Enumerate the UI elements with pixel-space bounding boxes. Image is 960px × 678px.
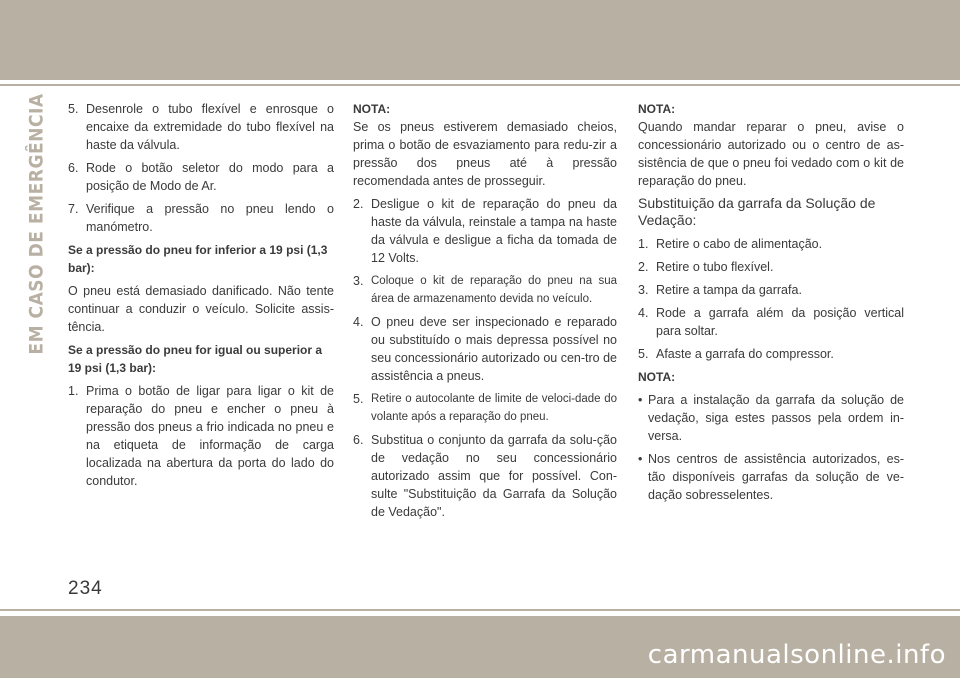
header-band (0, 0, 960, 80)
item-text: Retire a tampa da garrafa. (656, 283, 802, 297)
section-tab (22, 93, 52, 355)
condition-heading: Se a pressão do pneu for inferior a 19 psi (1,3 bar): (68, 243, 328, 275)
item-number: 2. (638, 260, 649, 274)
note (353, 100, 617, 190)
note-label: NOTA: (638, 370, 676, 384)
watermark: carmanualsonline.info (647, 640, 946, 670)
item-number: 1. (638, 237, 649, 251)
list-item (638, 258, 904, 276)
bullet-item (638, 391, 904, 445)
item-text: Rode o botão seletor do modo para a posição de Modo de Ar. (86, 161, 334, 193)
note-text: Se os pneus estiverem demasiado cheios, prima o botão de esvaziamento para redu-zir a pressão dos pneus até à pressão recomendada antes de prosseguir. (353, 120, 617, 188)
list-item (353, 390, 617, 426)
item-text: Substitua o conjunto da garrafa da solu-ção de vedação no seu concessionário autorizado assim que for possível. Con-sulte "Substituição da Garrafa da Solução de Vedação". (371, 433, 617, 519)
list-item (68, 100, 334, 154)
list-item (638, 235, 904, 253)
item-text: Rode a garrafa além da posição vertical para soltar. (656, 306, 904, 338)
list-item (353, 313, 617, 385)
bullet-text: Nos centros de assistência autorizados, es-tão disponíveis garrafas da solução de ve-dação sobresselentes. (648, 452, 904, 502)
item-text: Retire o autocolante de limite de veloci-dade do volante após a reparação do pneu. (371, 393, 617, 423)
item-number: 5. (68, 102, 79, 116)
item-number: 6. (353, 433, 364, 447)
list-item (638, 304, 904, 340)
item-number: 4. (353, 315, 364, 329)
item-number: 5. (638, 347, 649, 361)
item-text: Desligue o kit de reparação do pneu da haste da válvula, reinstale a tampa na haste da válvula e desligue a ficha da tomada de 12 Volts. (371, 197, 617, 265)
note-label: NOTA: (353, 102, 391, 116)
list-item (638, 281, 904, 299)
list-item (353, 195, 617, 267)
item-number: 3. (638, 283, 649, 297)
column-2 (353, 100, 617, 526)
list-item (353, 431, 617, 521)
list-item (68, 382, 334, 490)
page-number: 234 (68, 578, 103, 599)
bullet-marker: • (638, 393, 643, 407)
note-text: Quando mandar reparar o pneu, avise o concessionário autorizado ou o centro de as-sistência de que o pneu foi vedado com o kit de reparação do pneu. (638, 120, 904, 188)
item-number: 5. (353, 392, 364, 406)
section-subheading: Substituição da garrafa da Solução de Vedação: (638, 195, 876, 228)
item-text: Desenrole o tubo flexível e enrosque o encaixe da extremidade do tubo flexível na haste da válvula. (86, 102, 334, 152)
list-item (638, 345, 904, 363)
note-label: NOTA: (638, 102, 676, 116)
item-text: Retire o tubo flexível. (656, 260, 774, 274)
paragraph: O pneu está demasiado danificado. Não tente continuar a conduzir o veículo. Solicite assis-tência. (68, 284, 334, 334)
bullet-marker: • (638, 452, 643, 466)
item-text: Afaste a garrafa do compressor. (656, 347, 834, 361)
column-3 (638, 100, 904, 509)
bullet-item (638, 450, 904, 504)
bullet-text: Para a instalação da garrafa da solução de vedação, siga estes passos pela ordem in-versa. (648, 393, 904, 443)
item-number: 2. (353, 197, 364, 211)
item-number: 7. (68, 202, 79, 216)
item-text: Retire o cabo de alimentação. (656, 237, 823, 251)
item-number: 6. (68, 161, 79, 175)
item-text: Verifique a pressão no pneu lendo o manómetro. (86, 202, 334, 234)
list-item (68, 159, 334, 195)
item-number: 3. (353, 274, 364, 288)
item-number: 4. (638, 306, 649, 320)
footer-rule (0, 609, 960, 611)
column-1 (68, 100, 334, 495)
list-item (68, 200, 334, 236)
condition-heading: Se a pressão do pneu for igual ou superior a 19 psi (1,3 bar): (68, 343, 323, 375)
header-rule (0, 84, 960, 86)
item-text: O pneu deve ser inspecionado e reparado ou substituído o mais depressa possível no seu concessionário autorizado ou cen-tro de assistência a pneus. (371, 315, 617, 383)
section-tab-label: EM CASO DE EMERGÊNCIA (26, 93, 49, 355)
item-number: 1. (68, 384, 79, 398)
item-text: Coloque o kit de reparação do pneu na sua área de armazenamento devida no veículo. (371, 275, 617, 305)
note (638, 100, 904, 190)
list-item (353, 272, 617, 308)
item-text: Prima o botão de ligar para ligar o kit de reparação do pneu e encher o pneu à pressão dos pneus a frio indicada no pneu e na etiqueta de informação de carga localizada na abertura da porta do lado do condutor. (86, 384, 334, 488)
